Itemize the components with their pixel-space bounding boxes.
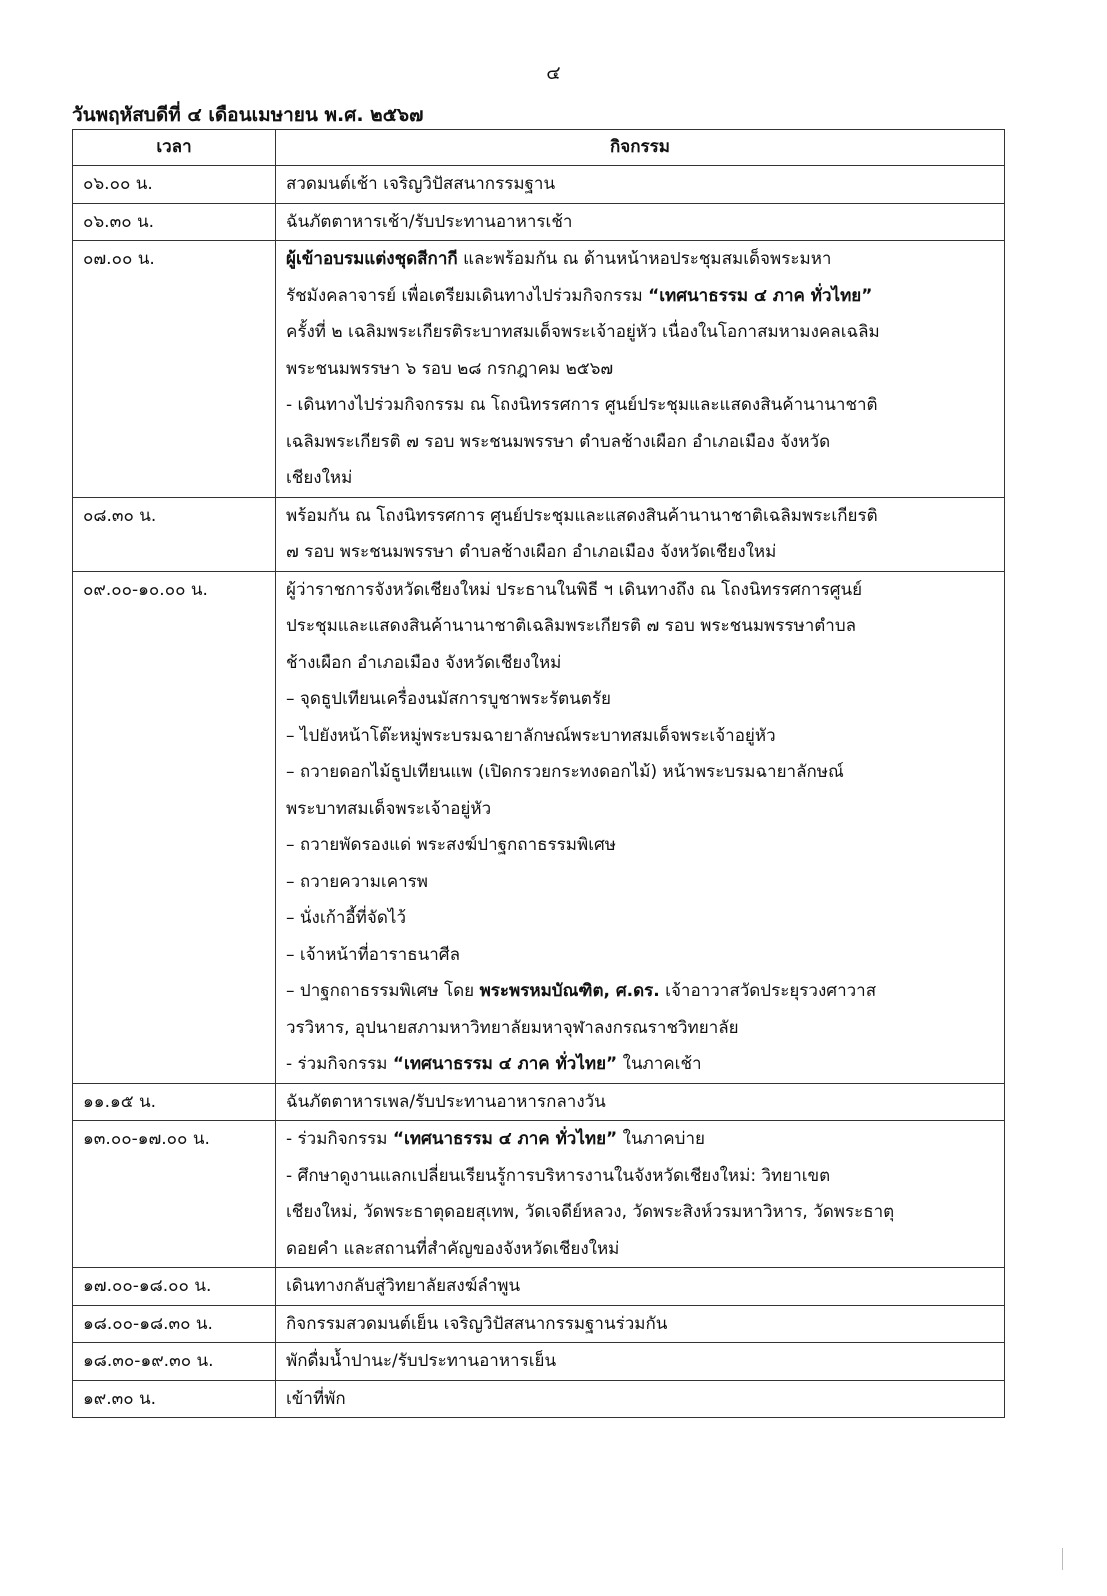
activity-text: ๗ รอบ พระชนมพรรษา ตำบลช้างเผือก อำเภอเมือง จังหวัดเชียงใหม่: [286, 542, 777, 562]
activity-text: เดินทางกลับสู่วิทยาลัยสงฆ์ลำพูน: [286, 1276, 521, 1296]
activity-line: [286, 1046, 994, 1083]
time-cell: ๐๖.๓๐ น.: [73, 203, 276, 241]
activity-text: รัชมังคลาจารย์ เพื่อเตรียมเดินทางไปร่วมกิจกรรม: [286, 285, 649, 306]
date-heading: วันพฤหัสบดีที่ ๔ เดือนเมษายน พ.ศ. ๒๕๖๗: [72, 104, 424, 126]
activity-text: พระชนมพรรษา ๖ รอบ ๒๘ กรกฎาคม ๒๕๖๗: [286, 358, 614, 379]
activity-line: [286, 204, 994, 241]
activity-text: สวดมนต์เช้า เจริญวิปัสสนากรรมฐาน: [286, 174, 556, 194]
activity-text: – จุดธูปเทียนเครื่องนมัสการบูชาพระรัตนตรัย: [286, 689, 611, 709]
activity-line: [286, 1194, 994, 1231]
schedule-row: [73, 1121, 1005, 1268]
activity-text: ดอยคำ และสถานที่สำคัญของจังหวัดเชียงใหม่: [286, 1238, 620, 1259]
activity-line: [286, 608, 994, 645]
activity-cell: [276, 1343, 1005, 1381]
activity-text: ประชุมและแสดงสินค้านานาชาติเฉลิมพระเกียรติ ๗ รอบ พระชนมพรรษาตำบล: [286, 616, 857, 636]
schedule-header-row: [73, 130, 1005, 166]
activity-line: [286, 718, 994, 755]
schedule-row: [73, 203, 1005, 241]
activity-text: ฉันภัตตาหารเช้า/รับประทานอาหารเช้า: [286, 211, 573, 232]
activity-line: [286, 791, 994, 828]
schedule-row: [73, 1343, 1005, 1381]
activity-line: [286, 937, 994, 974]
activity-line: [286, 498, 994, 535]
activity-text: - ร่วมกิจกรรม: [286, 1129, 393, 1149]
schedule-row: [73, 1380, 1005, 1418]
activity-text: ช้างเผือก อำเภอเมือง จังหวัดเชียงใหม่: [286, 652, 562, 673]
schedule-row: [73, 1083, 1005, 1121]
bold-text: “เทศนาธรรม ๔ ภาค ทั่วไทย”: [392, 1129, 618, 1149]
activity-line: [286, 1343, 994, 1380]
activity-text: – นั่งเก้าอี้ที่จัดไว้: [286, 908, 406, 928]
activity-text: พร้อมกัน ณ โถงนิทรรศการ ศูนย์ประชุมและแสดงสินค้านานาชาติเฉลิมพระเกียรติ: [286, 505, 878, 526]
activity-text: – ไปยังหน้าโต๊ะหมู่พระบรมฉายาลักษณ์พระบาทสมเด็จพระเจ้าอยู่หัว: [286, 725, 776, 746]
activity-cell: [276, 241, 1005, 498]
activity-text: และพร้อมกัน ณ ด้านหน้าหอประชุมสมเด็จพระมหา: [457, 249, 832, 269]
time-cell: ๑๘.๐๐-๑๘.๓๐ น.: [73, 1305, 276, 1343]
schedule-body: [73, 166, 1005, 1418]
activity-text: - ร่วมกิจกรรม: [286, 1054, 393, 1074]
activity-text: พระบาทสมเด็จพระเจ้าอยู่หัว: [286, 798, 492, 819]
time-cell: ๐๗.๐๐ น.: [73, 241, 276, 498]
activity-text: – ถวายดอกไม้ธูปเทียนแพ (เปิดกรวยกระทงดอกไม้) หน้าพระบรมฉายาลักษณ์: [286, 762, 844, 782]
activity-text: เชียงใหม่: [286, 468, 353, 488]
activity-line: [286, 900, 994, 937]
schedule-table: [72, 129, 1005, 1418]
activity-column-header: กิจกรรม: [276, 130, 1005, 166]
time-cell: ๑๑.๑๕ น.: [73, 1083, 276, 1121]
schedule-row: [73, 1305, 1005, 1343]
bold-text: ผู้เข้าอบรมแต่งชุดสีกากี: [286, 249, 458, 269]
activity-line: [286, 572, 994, 609]
time-cell: ๐๘.๓๐ น.: [73, 497, 276, 571]
activity-line: [286, 351, 994, 388]
activity-text: – ถวายความเคารพ: [286, 871, 428, 892]
bold-text: พระพรหมบัณฑิต, ศ.ดร.: [479, 981, 660, 1001]
activity-text: - เดินทางไปร่วมกิจกรรม ณ โถงนิทรรศการ ศูนย์ประชุมและแสดงสินค้านานาชาติ: [286, 395, 878, 415]
margin-mark: [1062, 1548, 1063, 1570]
activity-text: วรวิหาร, อุปนายสภามหาวิทยาลัยมหาจุฬาลงกรณราชวิทยาลัย: [286, 1017, 739, 1038]
activity-line: [286, 1306, 994, 1343]
activity-line: [286, 1381, 994, 1418]
activity-text: ในภาคบ่าย: [617, 1129, 705, 1149]
activity-cell: [276, 1268, 1005, 1306]
activity-line: [286, 424, 994, 461]
time-column-header: เวลา: [73, 130, 276, 166]
activity-line: [286, 278, 994, 315]
activity-line: [286, 681, 994, 718]
activity-cell: [276, 497, 1005, 571]
activity-line: [286, 166, 994, 203]
activity-line: [286, 754, 994, 791]
activity-line: [286, 1268, 994, 1305]
activity-line: [286, 973, 994, 1010]
activity-text: ในภาคเช้า: [617, 1054, 702, 1074]
activity-line: [286, 387, 994, 424]
schedule-row: [73, 1268, 1005, 1306]
activity-line: [286, 1231, 994, 1268]
activity-text: เชียงใหม่, วัดพระธาตุดอยสุเทพ, วัดเจดีย์หลวง, วัดพระสิงห์วรมหาวิหาร, วัดพระธาตุ: [286, 1202, 895, 1222]
activity-text: พักดื่มน้ำปานะ/รับประทานอาหารเย็น: [286, 1351, 557, 1371]
activity-text: – ถวายพัดรองแด่ พระสงฆ์ปาฐกถาธรรมพิเศษ: [286, 835, 617, 855]
activity-text: – เจ้าหน้าที่อาราธนาศีล: [286, 944, 460, 965]
bold-text: “เทศนาธรรม ๔ ภาค ทั่วไทย”: [392, 1054, 618, 1074]
activity-cell: [276, 1121, 1005, 1268]
activity-line: [286, 314, 994, 351]
activity-text: เฉลิมพระเกียรติ ๗ รอบ พระชนมพรรษา ตำบลช้างเผือก อำเภอเมือง จังหวัด: [286, 431, 831, 452]
activity-line: [286, 1084, 994, 1121]
bold-text: “เทศนาธรรม ๔ ภาค ทั่วไทย”: [648, 285, 873, 306]
activity-cell: [276, 1083, 1005, 1121]
activity-line: [286, 1010, 994, 1047]
time-cell: ๐๖.๐๐ น.: [73, 166, 276, 204]
time-cell: ๑๓.๐๐-๑๗.๐๐ น.: [73, 1121, 276, 1268]
activity-cell: [276, 1305, 1005, 1343]
activity-cell: [276, 166, 1005, 204]
activity-cell: [276, 203, 1005, 241]
activity-line: [286, 241, 994, 278]
activity-text: เจ้าอาวาสวัดประยุรวงศาวาส: [659, 981, 877, 1001]
time-cell: ๑๗.๐๐-๑๘.๐๐ น.: [73, 1268, 276, 1306]
time-cell: ๑๙.๓๐ น.: [73, 1380, 276, 1418]
activity-cell: [276, 571, 1005, 1083]
schedule-row: [73, 571, 1005, 1083]
activity-text: กิจกรรมสวดมนต์เย็น เจริญวิปัสสนากรรมฐานร่วมกัน: [286, 1313, 668, 1334]
time-cell: ๑๘.๓๐-๑๙.๓๐ น.: [73, 1343, 276, 1381]
activity-line: [286, 1121, 994, 1158]
activity-text: - ศึกษาดูงานแลกเปลี่ยนเรียนรู้การบริหารงานในจังหวัดเชียงใหม่: วิทยาเขต: [286, 1165, 831, 1186]
schedule-row: [73, 497, 1005, 571]
activity-text: เข้าที่พัก: [286, 1388, 346, 1409]
activity-line: [286, 645, 994, 682]
activity-text: ครั้งที่ ๒ เฉลิมพระเกียรติระบาทสมเด็จพระเจ้าอยู่หัว เนื่องในโอกาสมหามงคลเฉลิม: [286, 322, 880, 342]
activity-line: [286, 534, 994, 571]
activity-line: [286, 864, 994, 901]
activity-text: ฉันภัตตาหารเพล/รับประทานอาหารกลางวัน: [286, 1091, 606, 1112]
time-cell: ๐๙.๐๐-๑๐.๐๐ น.: [73, 571, 276, 1083]
page-number: ๔: [546, 62, 561, 84]
activity-text: ผู้ว่าราชการจังหวัดเชียงใหม่ ประธานในพิธี ฯ เดินทางถึง ณ โถงนิทรรศการศูนย์: [286, 579, 863, 600]
activity-text: – ปาฐกถาธรรมพิเศษ โดย: [286, 981, 480, 1001]
activity-line: [286, 1158, 994, 1195]
schedule-row: [73, 241, 1005, 498]
activity-cell: [276, 1380, 1005, 1418]
activity-line: [286, 827, 994, 864]
schedule-row: [73, 166, 1005, 204]
activity-line: [286, 460, 994, 497]
